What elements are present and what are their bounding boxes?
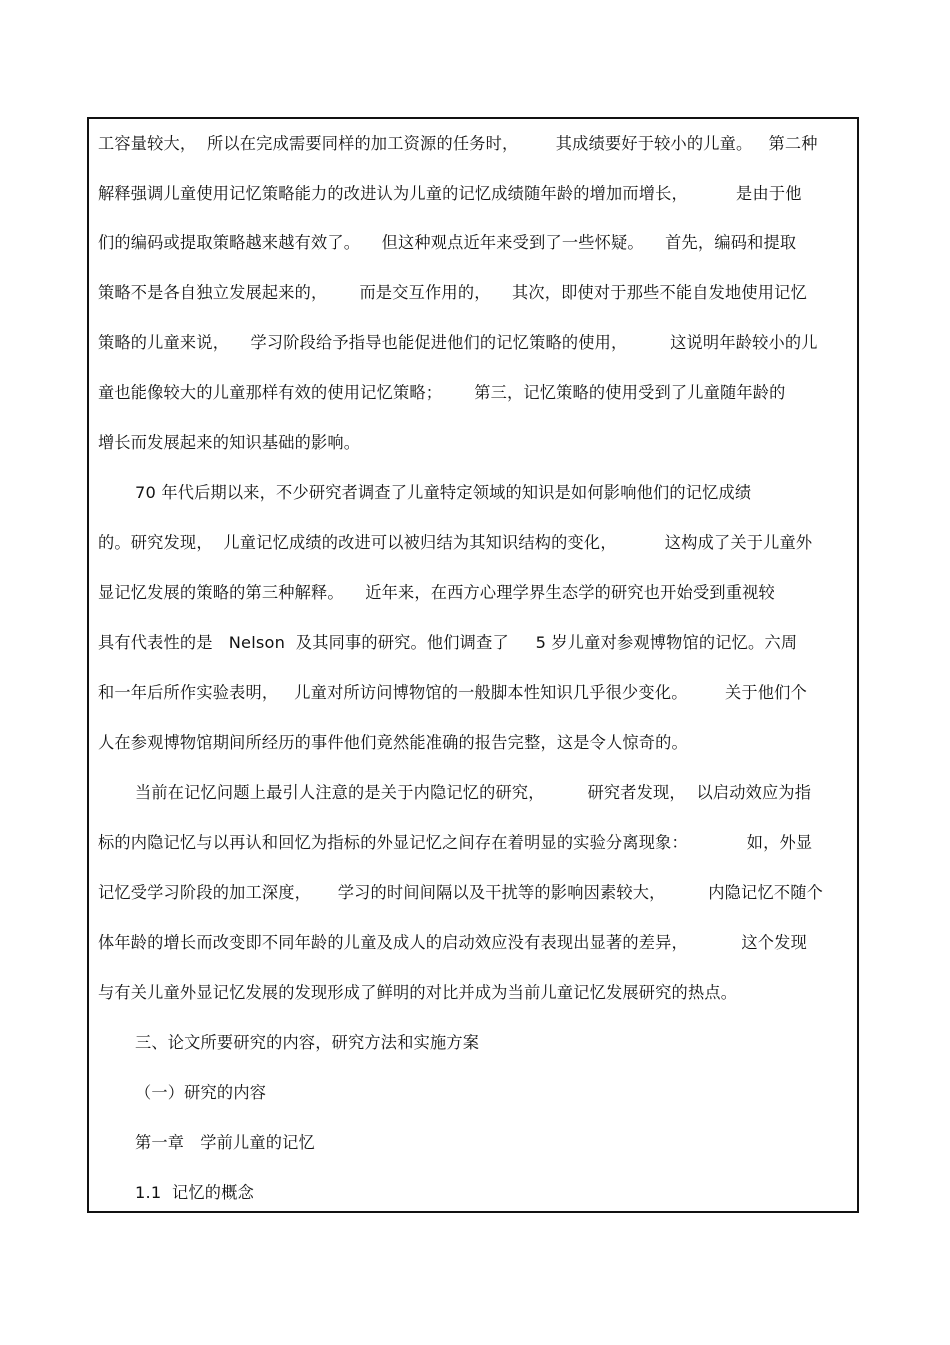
text-line: 增长而发展起来的知识基础的影响。 (98, 433, 361, 452)
text-line: 策略不是各自独立发展起来的， 而是交互作用的， 其次，即使对于那些不能自发地使用记忆 (98, 283, 807, 302)
item-heading: 1.1 记忆的概念 (135, 1183, 254, 1202)
text-line: 记忆受学习阶段的加工深度， 学习的时间间隔以及干扰等的影响因素较大， 内隐记忆不随个 (98, 883, 823, 902)
text-line: 们的编码或提取策略越来越有效了。 但这种观点近年来受到了一些怀疑。 首先，编码和提取 (98, 233, 797, 252)
text-line: 童也能像较大的儿童那样有效的使用记忆策略； 第三，记忆策略的使用受到了儿童随年龄的 (98, 383, 786, 402)
paragraph-first-line: 70 年代后期以来，不少研究者调查了儿童特定领域的知识是如何影响他们的记忆成绩 (135, 483, 752, 502)
text-line: 解释强调儿童使用记忆策略能力的改进认为儿童的记忆成绩随年龄的增加而增长， 是由于他 (98, 184, 802, 203)
text-line: 和一年后所作实验表明， 儿童对所访问博物馆的一般脚本性知识几乎很少变化。 关于他们个 (98, 683, 807, 702)
section-heading: 三、论文所要研究的内容，研究方法和实施方案 (135, 1033, 480, 1052)
text-line: 工容量较大， 所以在完成需要同样的加工资源的任务时， 其成绩要好于较小的儿童。 第二种 (98, 134, 818, 153)
text-line: 与有关儿童外显记忆发展的发现形成了鲜明的对比并成为当前儿童记忆发展研究的热点。 (98, 983, 738, 1002)
text-line: 标的内隐记忆与以再认和回忆为指标的外显记忆之间存在着明显的实验分离现象： 如，外显 (98, 833, 813, 852)
subsection-heading: （一）研究的内容 (135, 1083, 267, 1102)
document-frame (87, 117, 859, 1213)
text-line: 人在参观博物馆期间所经历的事件他们竟然能准确的报告完整，这是令人惊奇的。 (98, 733, 688, 752)
chapter-heading: 第一章 学前儿童的记忆 (135, 1133, 315, 1152)
text-line: 策略的儿童来说， 学习阶段给予指导也能促进他们的记忆策略的使用， 这说明年龄较小的儿 (98, 333, 818, 352)
text-line: 显记忆发展的策略的第三种解释。 近年来，在西方心理学界生态学的研究也开始受到重视较 (98, 583, 775, 602)
paragraph-first-line: 当前在记忆问题上最引人注意的是关于内隐记忆的研究， 研究者发现， 以启动效应为指 (135, 783, 812, 802)
text-line: 具有代表性的是 Nelson 及其同事的研究。他们调查了 5 岁儿童对参观博物馆的记忆。六周 (98, 633, 798, 652)
text-line: 体年龄的增长而改变即不同年龄的儿童及成人的启动效应没有表现出显著的差异， 这个发现 (98, 933, 807, 952)
text-line: 的。研究发现， 儿童记忆成绩的改进可以被归结为其知识结构的变化， 这构成了关于儿童外 (98, 533, 813, 552)
